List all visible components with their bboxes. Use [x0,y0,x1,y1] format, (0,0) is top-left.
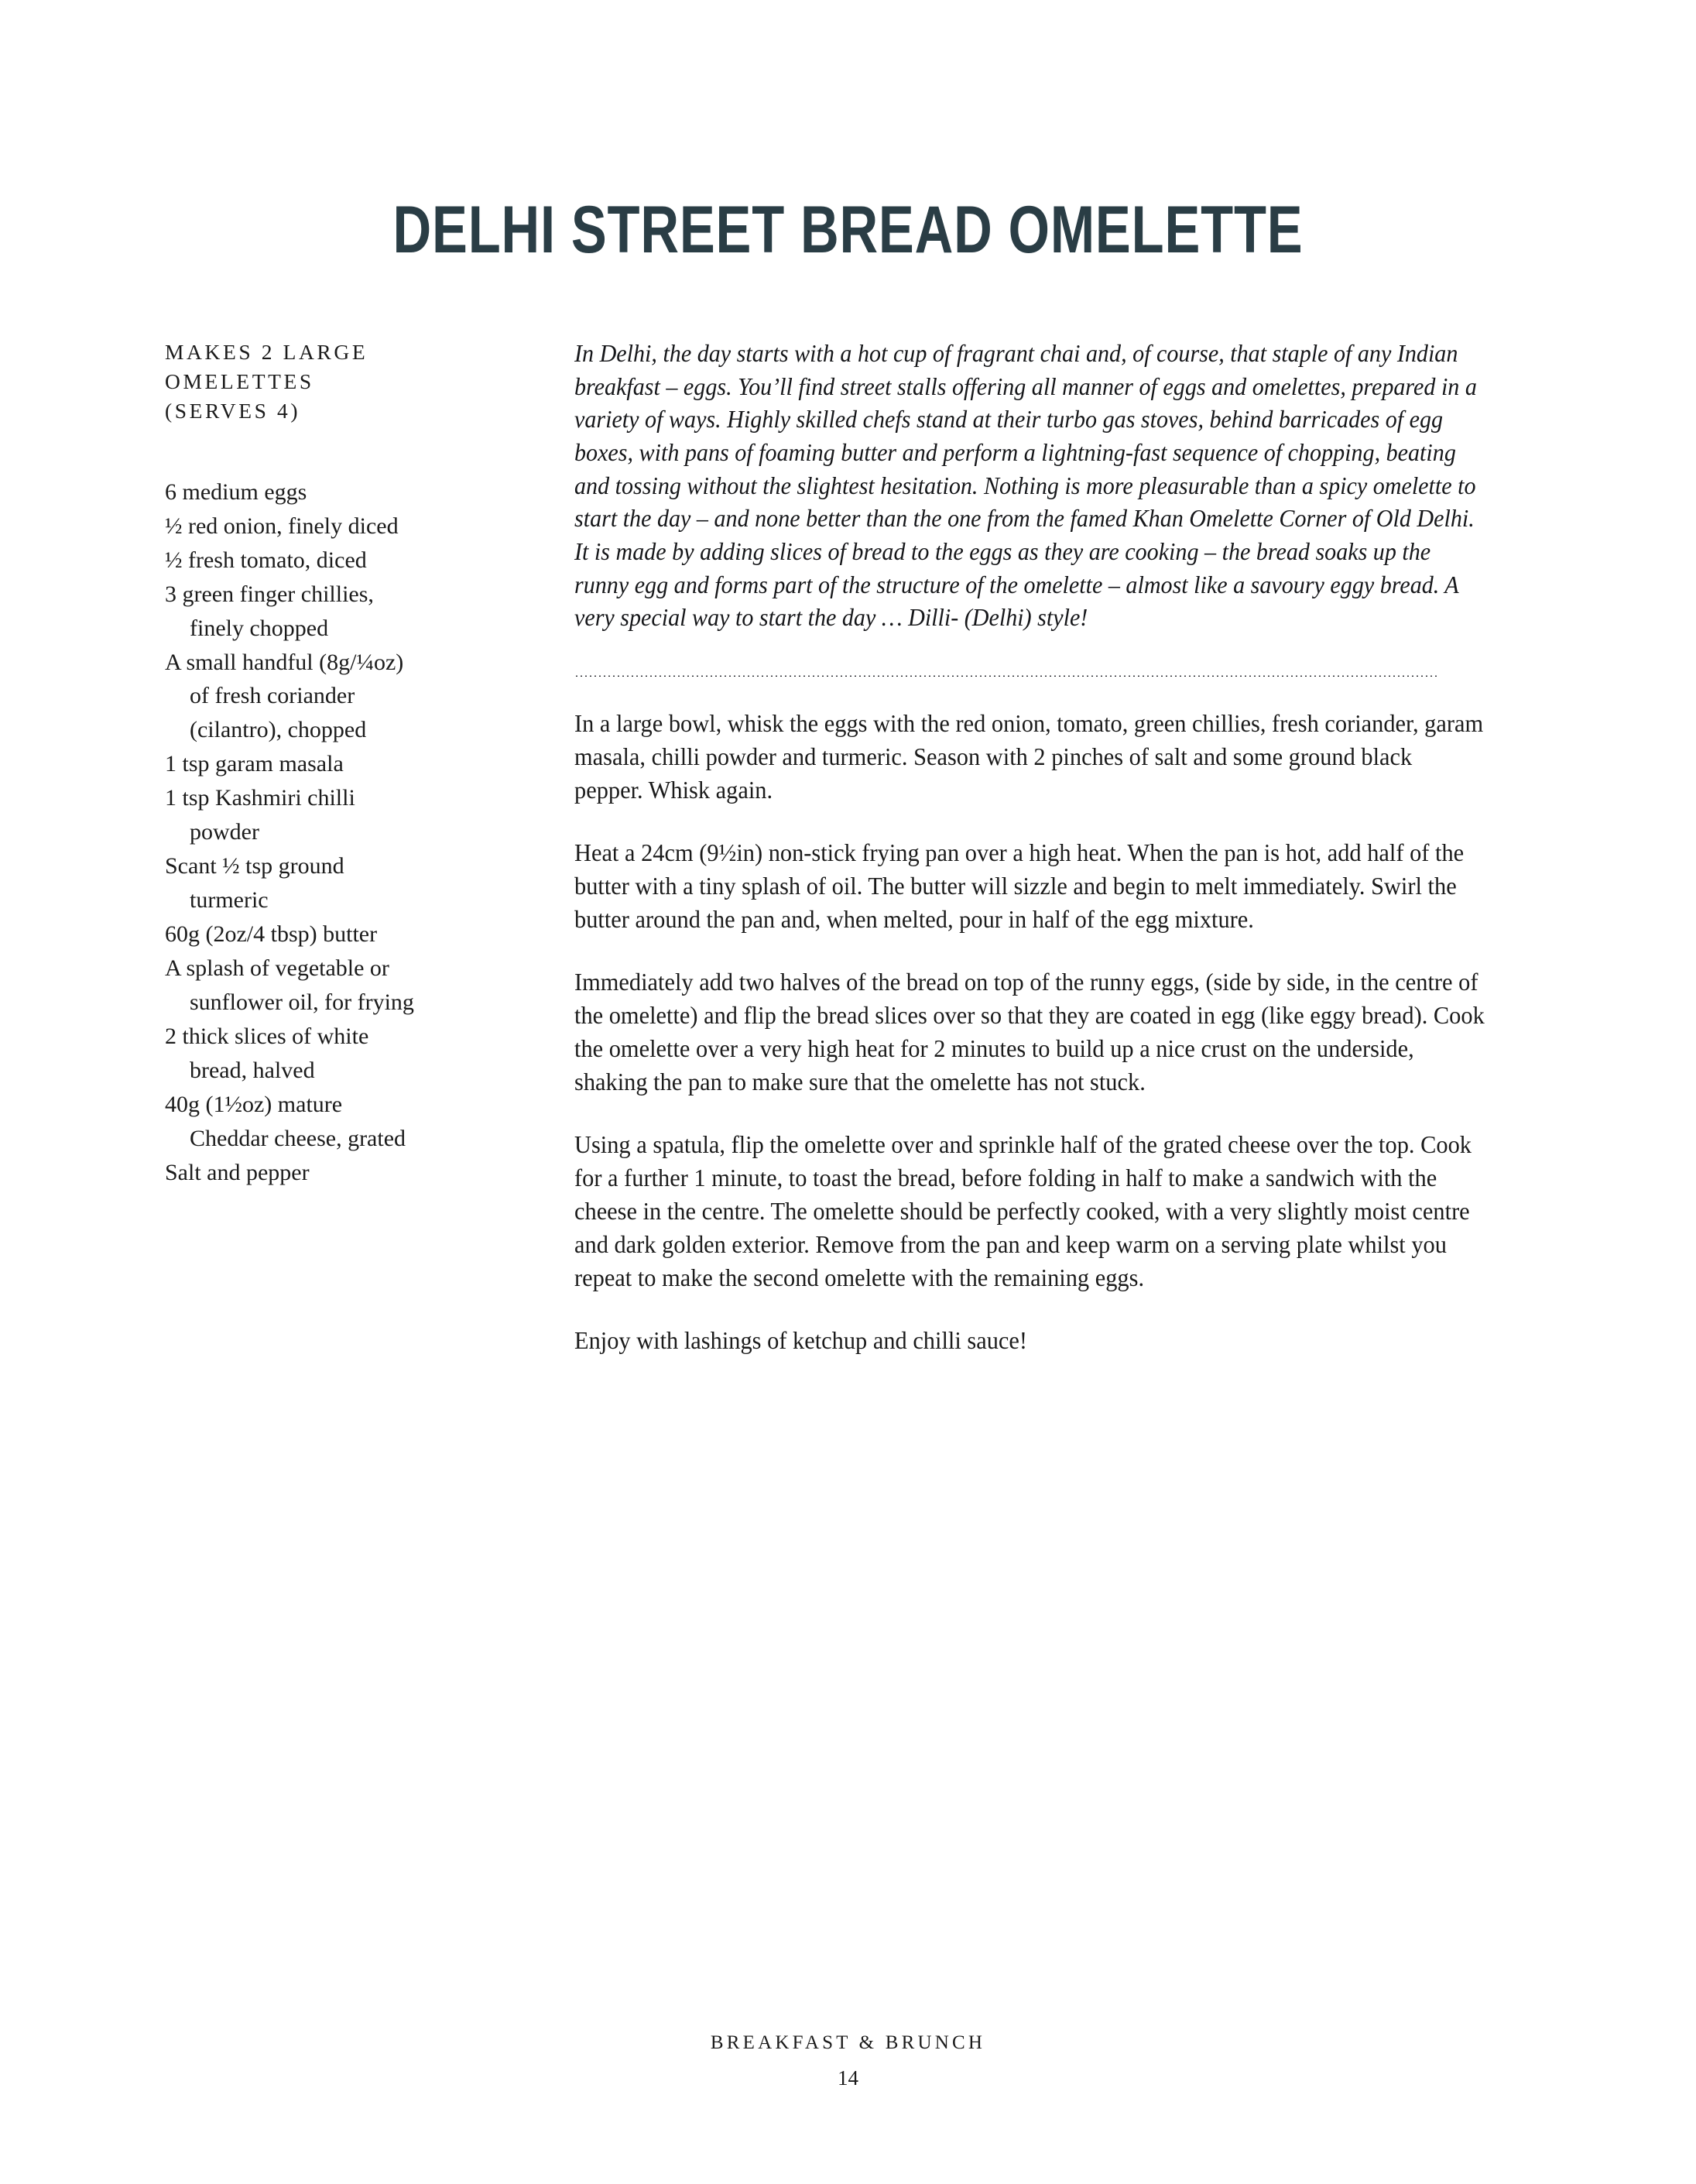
ingredient-item [165,747,490,781]
yield-line: OMELETTES [165,369,314,393]
running-head: BREAKFAST & BRUNCH [710,2032,986,2053]
ingredient-item [165,849,490,917]
ingredient-item [165,781,490,849]
ingredient-text: A small handful (8g/¼oz) [165,649,404,675]
ingredient-item [165,1156,490,1190]
method-steps [574,708,1485,1358]
dotted-divider [574,673,1437,677]
ingredient-continuation: of fresh coriander [190,683,355,709]
yield-line: MAKES 2 LARGE [165,340,368,364]
ingredient-continuation: powder [190,819,259,845]
method-paragraph: Using a spatula, flip the omelette over and sprinkle half of the grated cheese over the top. Cook for a further 1 minute, to toast the bread, before folding in half to make a sandwich with the cheese in the centre. The omelette should be perfectly cooked, with a very slightly moist centre and dark golden exterior. Remove from the pan and keep warm on a serving plate whilst you repeat to make the second omelette with the remaining eggs. [574,1130,1472,1291]
method-paragraph: Immediately add two halves of the bread on top of the runny eggs, (side by side, in the centre of the omelette) and flip the bread slices over so that they are coated in egg (like eggy bread). Cook the omelette over a very high heat for 2 minutes to build up a nice crust on the underside, shaking the pan to make sure that the omelette has not stuck. [574,968,1485,1095]
ingredient-item [165,543,490,578]
main-column [574,338,1485,1358]
method-paragraph: Heat a 24cm (9½in) non-stick frying pan over a high heat. When the pan is hot, add half of the butter with a tiny splash of oil. The butter will sizzle and begin to melt immediately. Swirl the butter around the pan and, when melted, pour in half of the egg mixture. [574,839,1465,933]
yield-line: (SERVES 4) [165,398,301,423]
ingredient-item [165,1020,490,1088]
ingredient-text: 6 medium eggs [165,478,307,505]
method-paragraph: In a large bowl, whisk the eggs with the red onion, tomato, green chillies, fresh coriander, garam masala, chilli powder and turmeric. Season with 2 pinches of salt and some ground black pepper. Whisk again. [574,710,1484,804]
ingredient-text: 40g (1½oz) mature [165,1091,343,1117]
ingredient-item [165,951,490,1020]
intro-paragraph: In Delhi, the day starts with a hot cup of fragrant chai and, of course, that staple of any Indian breakfast – eggs. You’ll find street stalls offering all manner of eggs and omelettes, prepared in a variety of ways. Highly skilled chefs stand at their turbo gas stoves, behind barricades of egg boxes, with pans of foaming butter and perform a lightning-fast sequence of chopping, beating and tossing without the slightest hesitation. Nothing is more pleasurable than a spicy omelette to start the day – and none better than the one from the famed Khan Omelette Corner of Old Delhi. It is made by adding slices of bread to the eggs as they are cooking – the bread soaks up the runny egg and forms part of the structure of the omelette – almost like a savoury eggy bread. A very special way to start the day … Dilli- (Delhi) style! [574,340,1477,632]
ingredient-item [165,509,490,543]
ingredient-continuation: bread, halved [190,1057,315,1083]
ingredient-text: ½ fresh tomato, diced [165,547,367,573]
yield-statement [165,338,490,426]
ingredient-item [165,917,490,951]
ingredient-text: 3 green finger chillies, [165,581,374,607]
ingredient-item [165,475,490,509]
page-footer [0,2032,1696,2090]
ingredient-continuation: finely chopped [190,615,329,641]
page-title: DELHI STREET BREAD OMELETTE [392,192,1304,267]
ingredient-item [165,1088,490,1156]
ingredient-continuation: sunflower oil, for frying [190,989,414,1015]
ingredient-text: 1 tsp garam masala [165,751,344,777]
ingredient-text: 2 thick slices of white [165,1023,369,1049]
ingredient-text: 60g (2oz/4 tbsp) butter [165,921,378,947]
method-paragraph: Enjoy with lashings of ketchup and chilli sauce! [574,1326,1028,1354]
ingredient-text: 1 tsp Kashmiri chilli [165,785,355,811]
ingredients-list [165,475,490,1190]
ingredient-item [165,646,490,748]
ingredient-continuation: turmeric [190,887,269,914]
ingredient-text: A splash of vegetable or [165,955,389,981]
page-number: 14 [838,2066,858,2090]
ingredient-text: Salt and pepper [165,1159,310,1185]
ingredient-item [165,578,490,646]
ingredient-continuation: (cilantro), chopped [190,717,367,743]
ingredients-sidebar [165,338,490,1190]
ingredient-continuation: Cheddar cheese, grated [190,1125,406,1151]
ingredient-text: ½ red onion, finely diced [165,513,399,539]
ingredient-text: Scant ½ tsp ground [165,853,344,879]
